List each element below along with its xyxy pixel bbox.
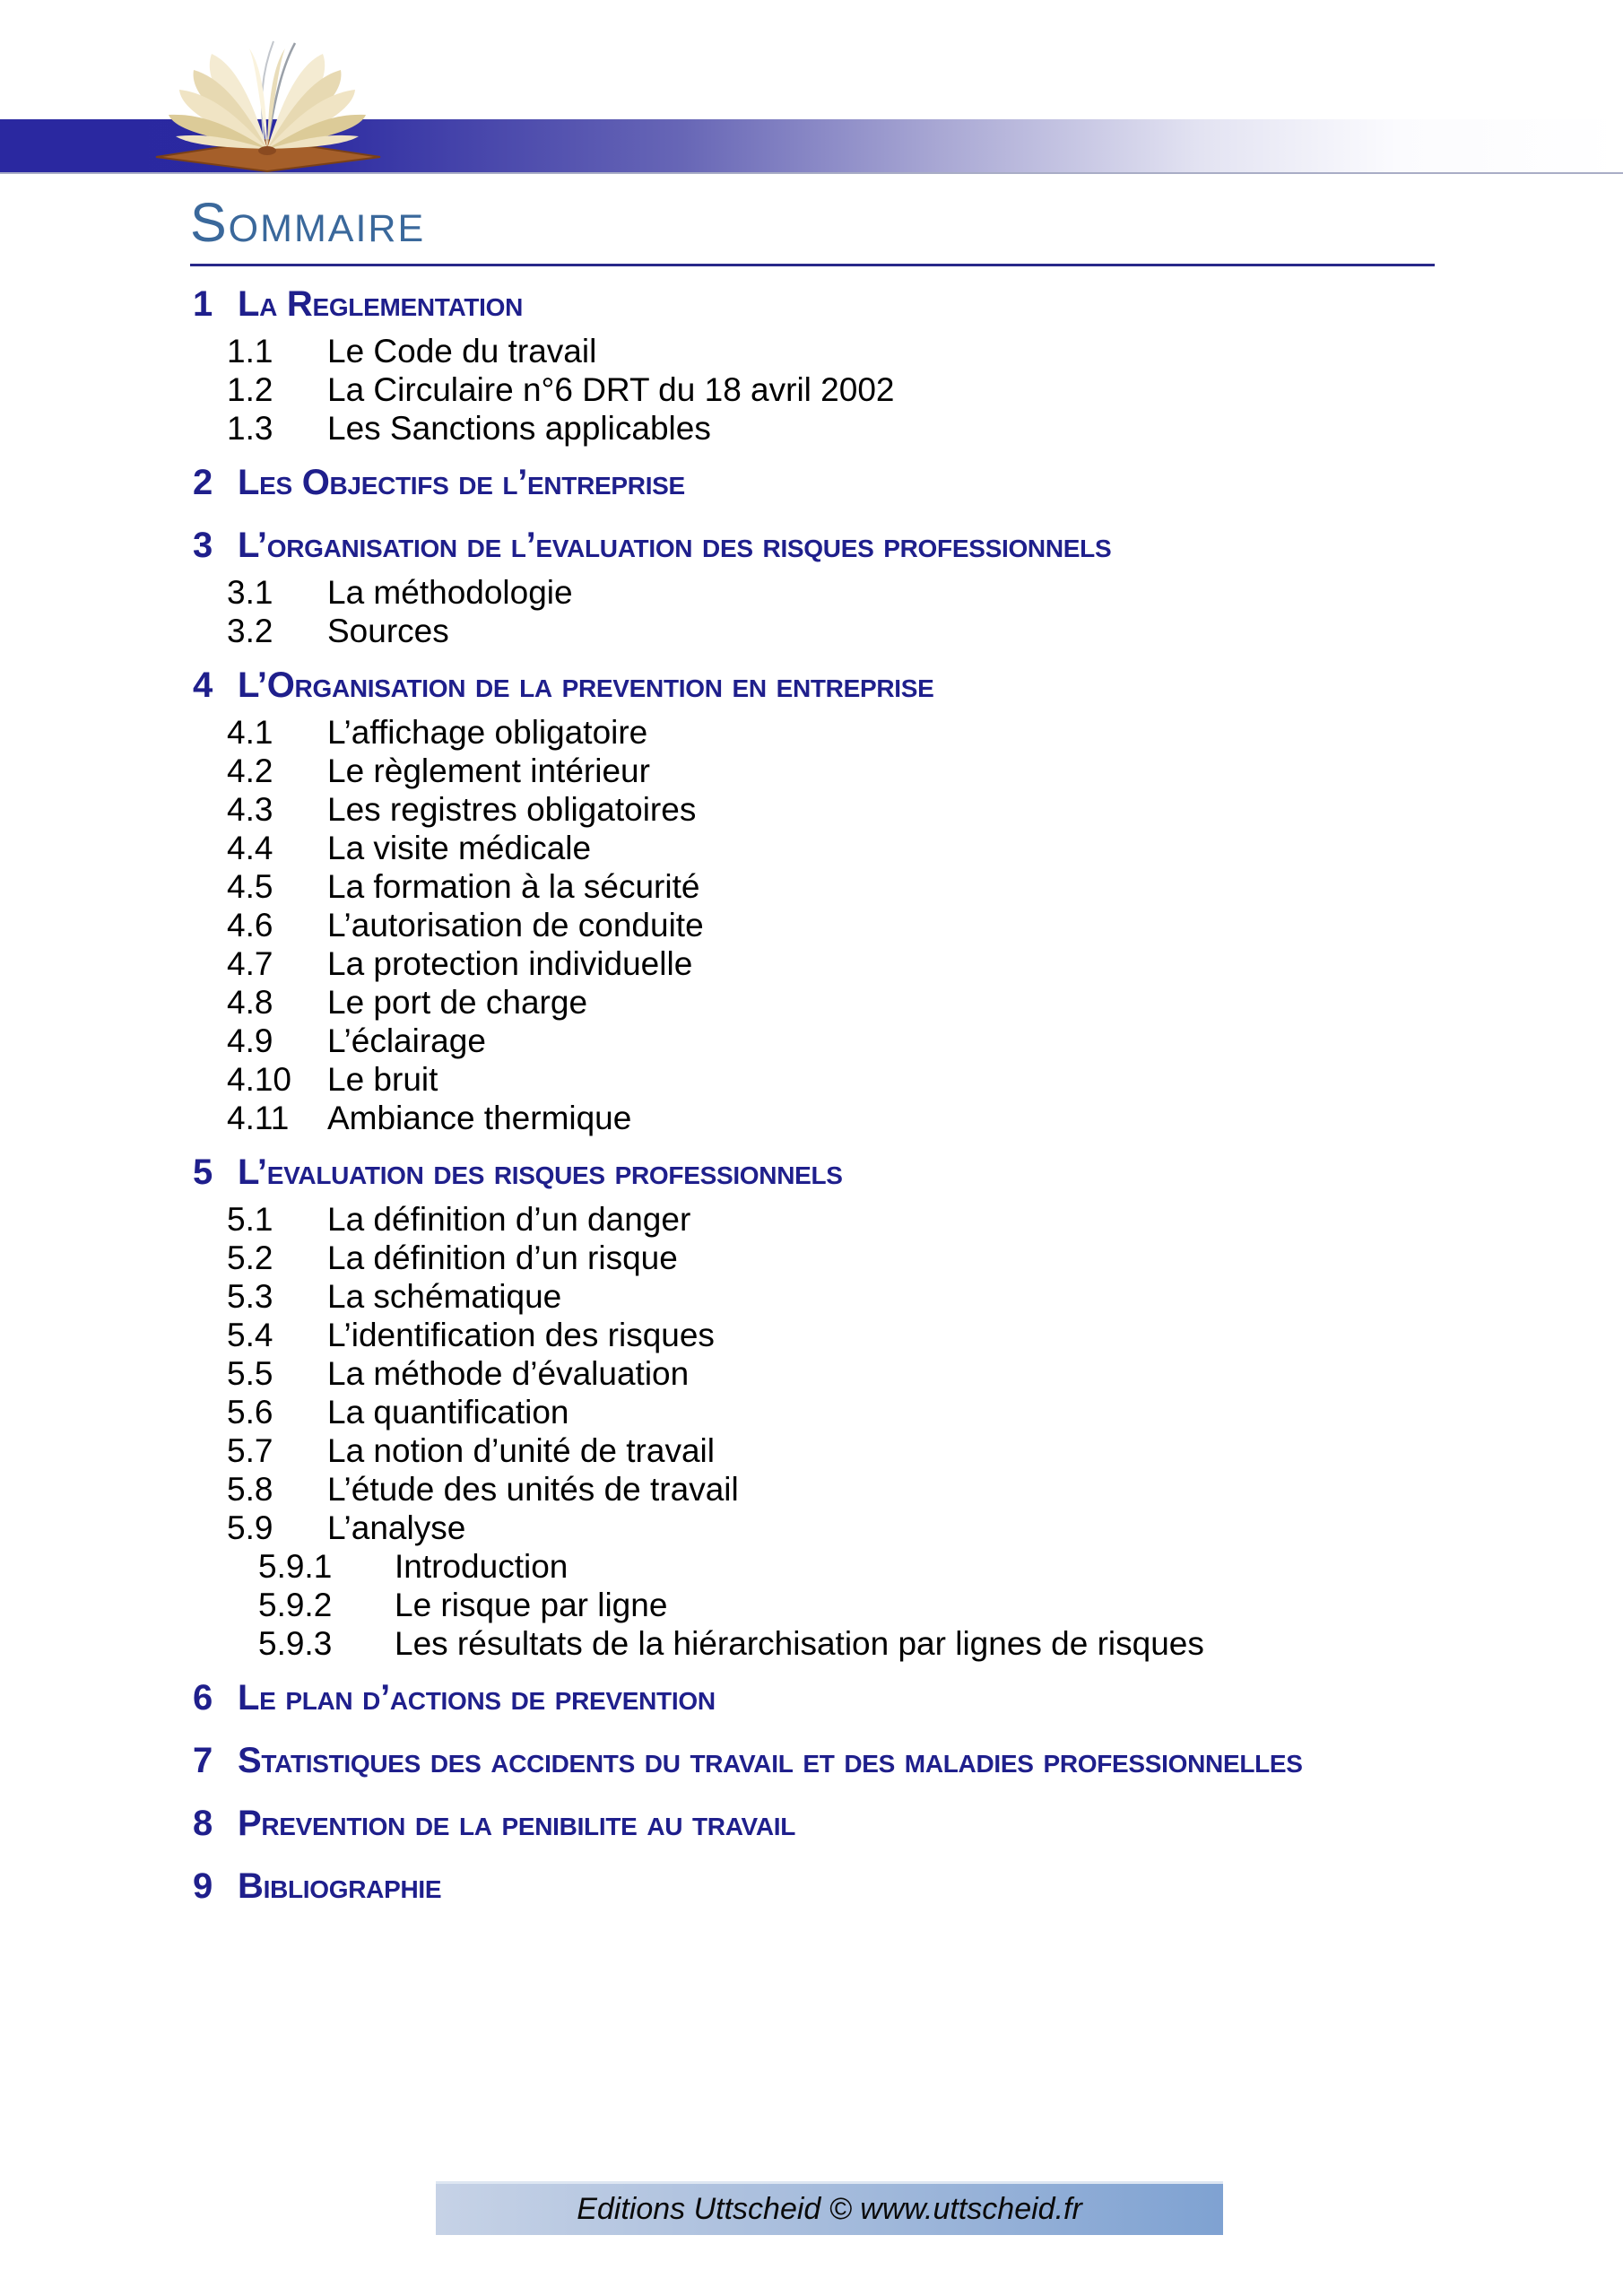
- toc-entry: [190, 657, 1436, 713]
- toc-entry: [190, 1431, 1436, 1470]
- toc-entry-number: 8: [193, 1804, 213, 1843]
- footer-band: [436, 2181, 1223, 2235]
- toc-entry-label: La notion d’unité de travail: [327, 1432, 715, 1469]
- toc-entry: [190, 752, 1436, 790]
- toc-entry: [190, 944, 1436, 983]
- toc-entry-label: L’evaluation des risques professionnels: [238, 1152, 843, 1192]
- toc-entry: [190, 409, 1436, 448]
- toc-entry: [190, 1624, 1436, 1663]
- toc-entry-number: 7: [193, 1741, 213, 1780]
- toc-entry-label: Introduction: [395, 1548, 568, 1585]
- toc-entry-number: 5.6: [227, 1394, 273, 1431]
- toc-entry: [190, 1200, 1436, 1239]
- toc-entry-label: Le bruit: [327, 1061, 438, 1098]
- toc-entry-label: La schématique: [327, 1278, 562, 1315]
- toc-entry-number: 4.4: [227, 830, 273, 866]
- toc-entry-number: 1.1: [227, 333, 273, 370]
- toc-entry: [190, 1733, 1436, 1788]
- toc-entry-label: Le port de charge: [327, 984, 588, 1021]
- toc-entry: [190, 370, 1436, 409]
- toc-entry-label: L’organisation de l’evaluation des risques professionnels: [238, 526, 1112, 565]
- toc-entry-number: 4.6: [227, 907, 273, 944]
- toc-entry-label: La méthodologie: [327, 574, 573, 611]
- toc-entry-number: 5.5: [227, 1355, 273, 1392]
- toc-entry-number: 4.1: [227, 714, 273, 751]
- open-book-icon: [142, 38, 395, 174]
- toc-entry: [190, 1796, 1436, 1851]
- toc-entry-label: La méthode d’évaluation: [327, 1355, 690, 1392]
- toc-entry: [190, 1509, 1436, 1547]
- toc-entry-number: 4.5: [227, 868, 273, 905]
- toc-entry-number: 3.1: [227, 574, 273, 611]
- toc-list: [190, 269, 1436, 1914]
- toc-entry-number: 6: [193, 1678, 213, 1718]
- toc-entry: [190, 1858, 1436, 1914]
- toc-entry-number: 3.2: [227, 613, 273, 649]
- toc-entry-label: Les registres obligatoires: [327, 791, 697, 828]
- toc-entry: [190, 1060, 1436, 1099]
- toc-entry-label: L’identification des risques: [327, 1317, 715, 1353]
- toc-entry: [190, 455, 1436, 510]
- toc-entry-number: 4.8: [227, 984, 273, 1021]
- toc-entry-number: 3: [193, 526, 213, 565]
- toc-entry-number: 9: [193, 1866, 213, 1906]
- toc-entry: [190, 790, 1436, 829]
- toc-entry-number: 4.10: [227, 1061, 292, 1098]
- toc-entry-number: 5.4: [227, 1317, 273, 1353]
- toc-entry-label: L’Organisation de la prevention en entreprise: [238, 665, 934, 705]
- toc-entry: [190, 829, 1436, 867]
- toc-entry-number: 2: [193, 463, 213, 502]
- toc-entry-number: 5.9.2: [258, 1587, 333, 1623]
- toc-entry: [190, 906, 1436, 944]
- toc-entry: [190, 573, 1436, 612]
- toc-entry-number: 5.3: [227, 1278, 273, 1315]
- toc-entry-label: L’autorisation de conduite: [327, 907, 704, 944]
- toc-entry-label: La quantification: [327, 1394, 569, 1431]
- toc-entry-label: Sources: [327, 613, 449, 649]
- toc-entry: [190, 1022, 1436, 1060]
- toc-entry-label: Statistiques des accidents du travail et des maladies professionnelles: [238, 1741, 1303, 1780]
- toc-entry: [190, 1470, 1436, 1509]
- toc-entry: [190, 983, 1436, 1022]
- toc-entry-label: La formation à la sécurité: [327, 868, 700, 905]
- page-title: Sommaire: [190, 192, 426, 253]
- toc-entry: [190, 1586, 1436, 1624]
- toc-entry: [190, 332, 1436, 370]
- toc-entry-label: Prevention de la penibilite au travail: [238, 1804, 796, 1843]
- toc-entry: [190, 867, 1436, 906]
- toc-entry: [190, 612, 1436, 650]
- toc-entry-number: 4.2: [227, 752, 273, 789]
- toc-entry-number: 4: [193, 665, 213, 705]
- toc-entry-number: 1.3: [227, 410, 273, 447]
- toc-entry: [190, 1239, 1436, 1277]
- toc-entry-label: Le plan d’actions de prevention: [238, 1678, 716, 1718]
- toc-entry-number: 4.11: [227, 1100, 290, 1136]
- toc-entry-label: La Reglementation: [238, 284, 524, 324]
- toc-entry: [190, 276, 1436, 332]
- toc-entry-label: L’affichage obligatoire: [327, 714, 648, 751]
- toc-entry-label: Le risque par ligne: [395, 1587, 668, 1623]
- toc-entry: [190, 1277, 1436, 1316]
- toc-entry: [190, 1393, 1436, 1431]
- toc-entry-number: 5.9.3: [258, 1625, 333, 1662]
- toc-entry-number: 4.3: [227, 791, 273, 828]
- toc-entry-label: La Circulaire n°6 DRT du 18 avril 2002: [327, 371, 895, 408]
- toc-entry-label: La définition d’un risque: [327, 1239, 678, 1276]
- toc-entry-number: 1: [193, 284, 213, 324]
- toc-entry-number: 5: [193, 1152, 213, 1192]
- toc-entry-label: L’étude des unités de travail: [327, 1471, 739, 1508]
- toc-entry: [190, 1670, 1436, 1726]
- toc-entry-label: L’éclairage: [327, 1022, 486, 1059]
- toc-entry-label: Le Code du travail: [327, 333, 597, 370]
- toc-entry-number: 5.1: [227, 1201, 273, 1238]
- toc-entry-number: 5.2: [227, 1239, 273, 1276]
- toc-entry: [190, 1547, 1436, 1586]
- toc-entry-label: Les Objectifs de l’entreprise: [238, 463, 685, 502]
- toc-entry: [190, 1354, 1436, 1393]
- toc-entry-label: Bibliographie: [238, 1866, 442, 1906]
- toc-entry-number: 5.7: [227, 1432, 273, 1469]
- toc-entry-label: Ambiance thermique: [327, 1100, 632, 1136]
- footer-text: Editions Uttscheid © www.uttscheid.fr: [577, 2192, 1082, 2226]
- toc-entry: [190, 517, 1436, 573]
- toc-entry-label: L’analyse: [327, 1509, 466, 1546]
- toc-entry-label: La visite médicale: [327, 830, 592, 866]
- toc-entry-number: 4.9: [227, 1022, 273, 1059]
- toc-entry: [190, 713, 1436, 752]
- toc-entry: [190, 1099, 1436, 1137]
- toc-entry-number: 1.2: [227, 371, 273, 408]
- toc-entry-number: 5.8: [227, 1471, 273, 1508]
- toc-entry-number: 5.9: [227, 1509, 273, 1546]
- toc-entry: [190, 1316, 1436, 1354]
- toc-entry-label: Les résultats de la hiérarchisation par lignes de risques: [395, 1625, 1204, 1662]
- toc-entry-number: 4.7: [227, 945, 273, 982]
- toc-entry-label: La protection individuelle: [327, 945, 693, 982]
- title-underline: [190, 264, 1435, 266]
- toc-entry-number: 5.9.1: [258, 1548, 333, 1585]
- toc-entry-label: Le règlement intérieur: [327, 752, 650, 789]
- toc-entry: [190, 1144, 1436, 1200]
- toc-entry-label: Les Sanctions applicables: [327, 410, 711, 447]
- toc-entry-label: La définition d’un danger: [327, 1201, 691, 1238]
